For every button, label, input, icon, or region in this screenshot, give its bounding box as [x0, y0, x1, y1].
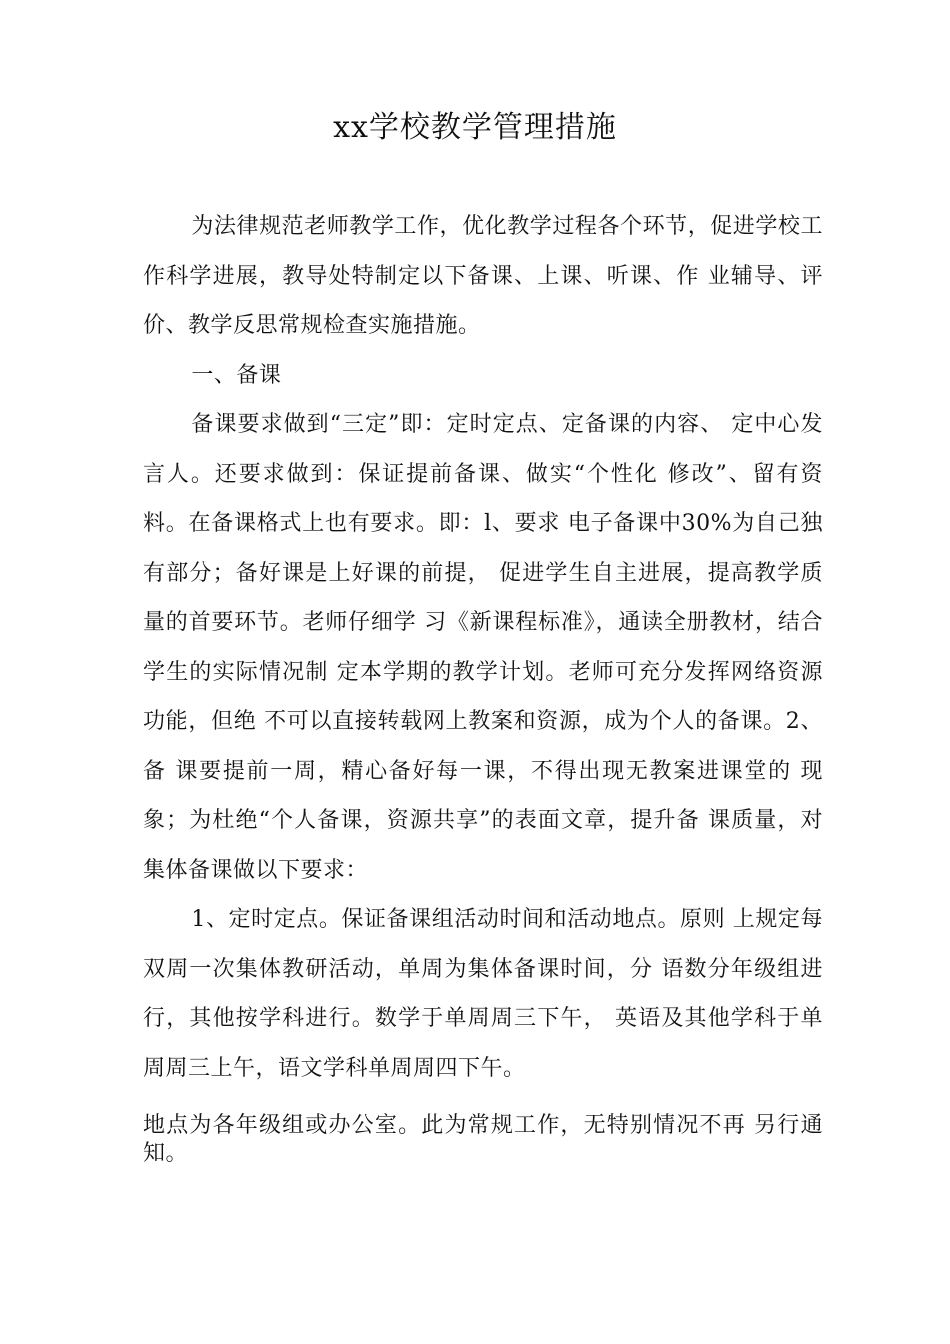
location-paragraph: 地点为各年级组或办公室。此为常规工作，无特别情况不再 另行通知。 — [143, 1113, 823, 1166]
schedule-paragraph: 1、定时定点。保证备课组活动时间和活动地点。原则 上规定每双周一次集体教研活动，单周为集体备课时间，分 语数分年级组进行，其他按学科进行。数学于单周周三下午， 英语及其他学科于单周周三上午，语文学科单周周四下午。 — [143, 907, 823, 1081]
document-body — [143, 202, 823, 1093]
preparation-paragraph: 备课要求做到“三定”即：定时定点、定备课的内容、 定中心发言人。还要求做到：保证提前备课、做实“个性化 修改”、留有资料。在备课格式上也有要求。即：l、要求 电子备课中30%为自己独有部分；备好课是上好课的前提， 促进学生自主进展，提高教学质量的首要环节。老师仔细学 习《新课程标准》，通读全册教材，结合学生的实际情况制 定本学期的教学计划。老师可充分发挥网络资源功能，但绝 不可以直接转载网上教案和资源，成为个人的备课。2、备 课要提前一周，精心备好每一课，不得出现无教案进课堂的 现象；为杜绝“个人备课，资源共享”的表面文章，提升备 课质量，对集体备课做以下要求： — [143, 412, 823, 883]
section-heading-preparation: 一、备课 — [191, 362, 282, 388]
intro-paragraph: 为法律规范老师教学工作，优化教学过程各个环节，促进学校工作科学进展，教导处特制定以下备课、上课、听课、作 业辅导、评价、教学反思常规检查实施措施。 — [143, 214, 823, 338]
document-title: xx学校教学管理措施 — [333, 110, 617, 145]
